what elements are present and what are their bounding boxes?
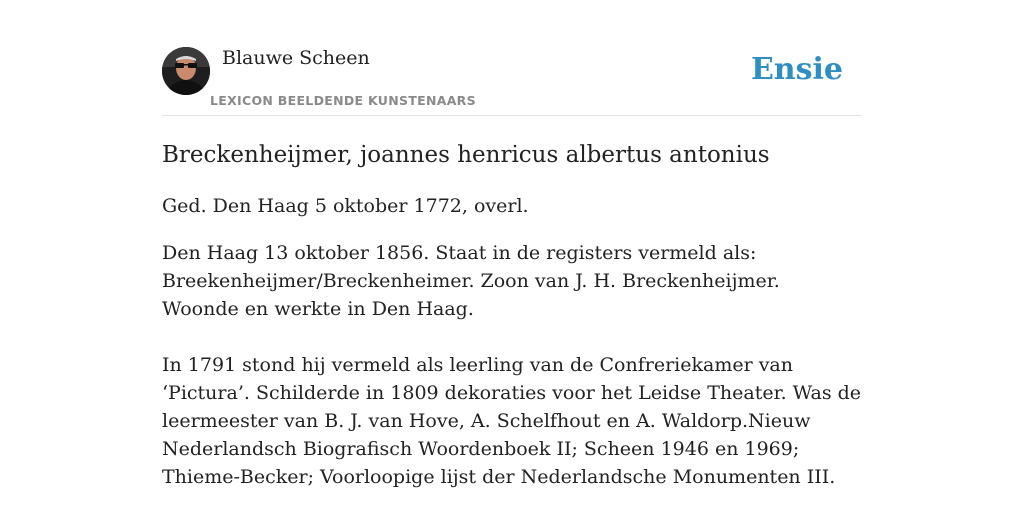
article-paragraph: Ged. Den Haag 5 oktober 1772, overl. xyxy=(162,195,529,217)
header-divider xyxy=(162,115,862,116)
brand-logo[interactable]: Ensie xyxy=(750,52,843,87)
category-label[interactable]: LEXICON BEELDENDE KUNSTENAARS xyxy=(210,93,476,108)
author-avatar[interactable] xyxy=(162,47,210,95)
article-paragraph: Den Haag 13 oktober 1856. Staat in de registers vermeld als: Breekenheijmer/Breckenheimer. Zoon van J. H. Breckenheijmer. Woonde en werkte in Den Haag. xyxy=(162,242,780,320)
avatar-portrait-icon xyxy=(162,47,210,95)
article-paragraph: In 1791 stond hij vermeld als leerling van de Confreriekamer van ‘Pictura’. Schilderde in 1809 dekoraties voor het Leidse Theater. Was de leermeester van B. J. van Hove, A. Schelfhout en A. Waldorp.Nieuw Nederlandsch Biografisch Woordenboek II; Scheen 1946 en 1969; Thieme-Becker; Voorloopige lijst der Nederlandsche Monumenten III. xyxy=(162,354,862,488)
author-name[interactable]: Blauwe Scheen xyxy=(222,47,370,69)
article-title: Breckenheijmer, joannes henricus albertus antonius xyxy=(162,142,770,168)
